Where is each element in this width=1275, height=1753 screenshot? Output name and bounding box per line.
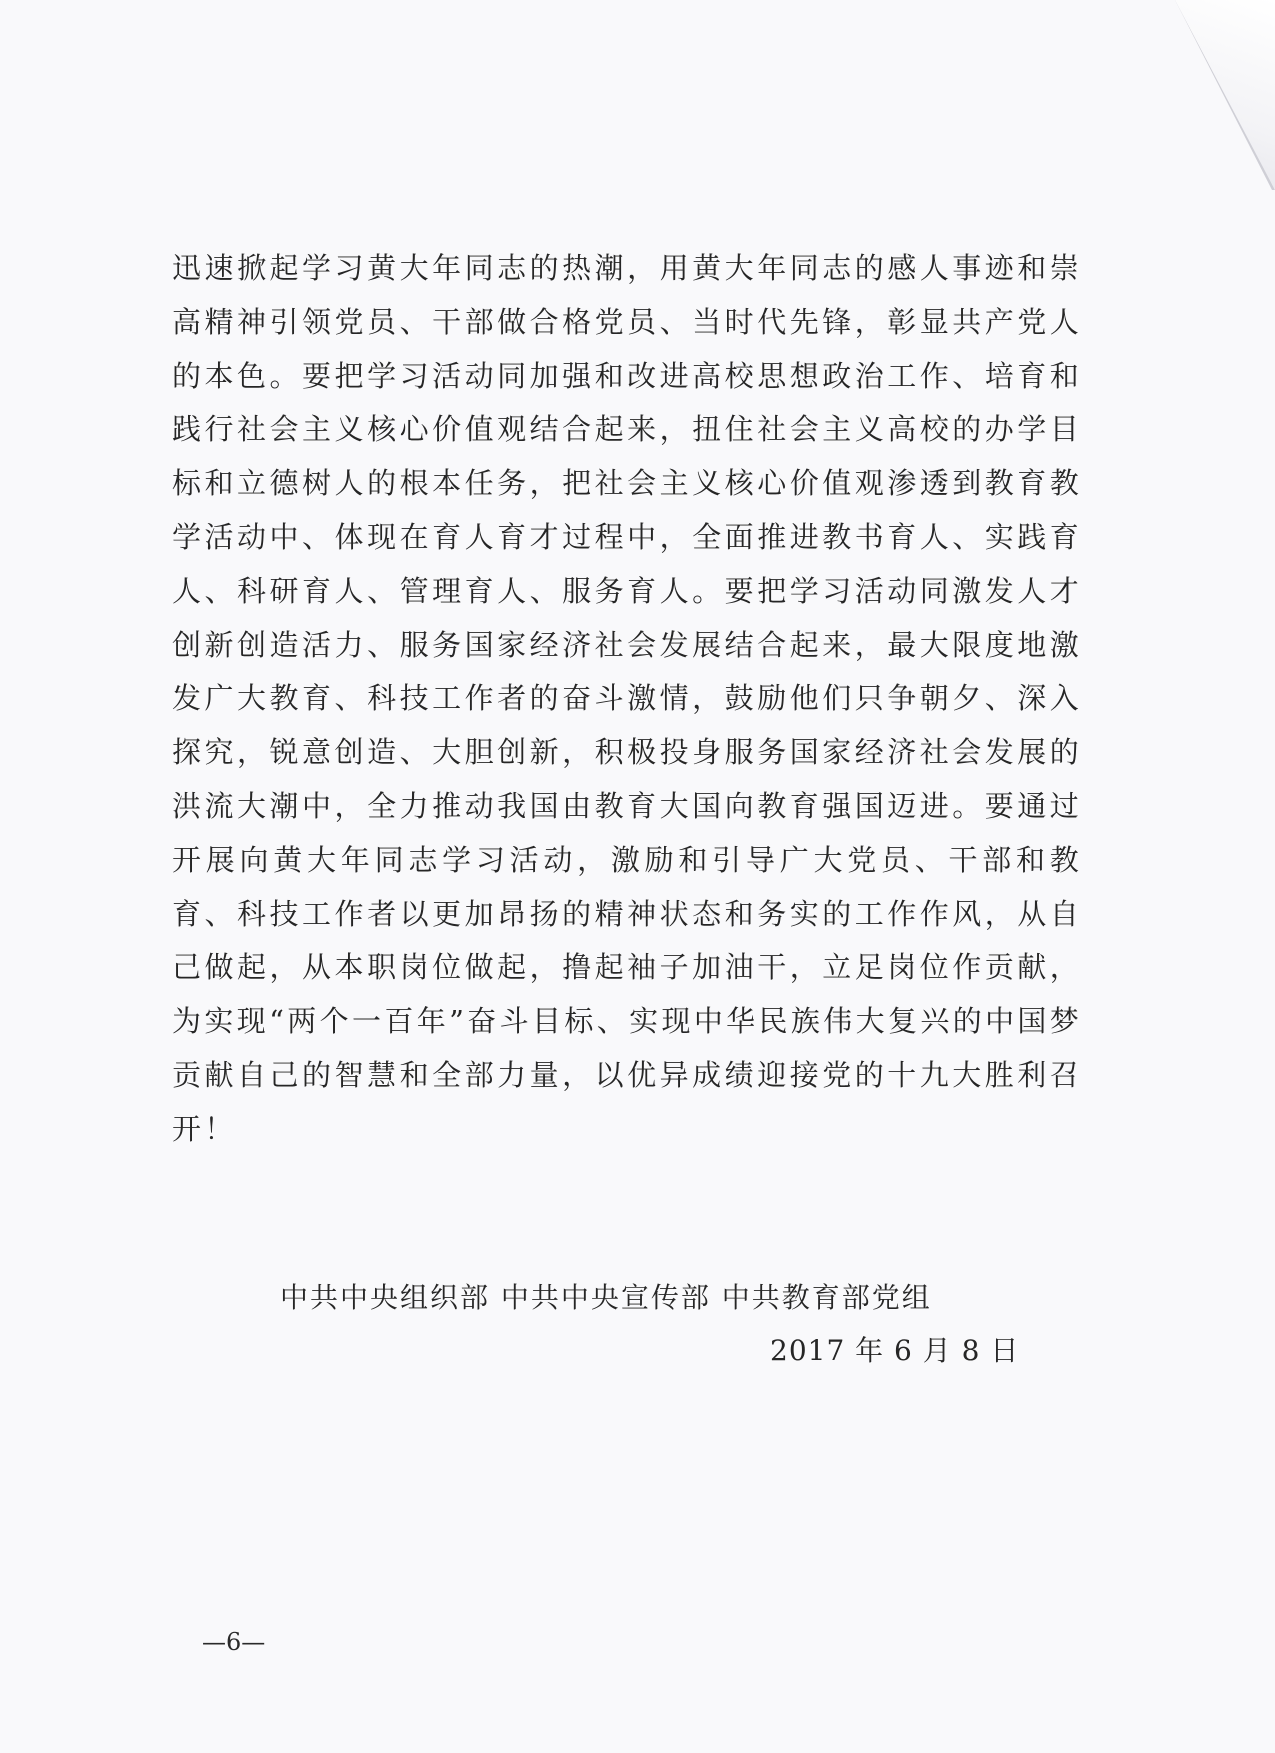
folded-corner [1175, 0, 1275, 190]
issue-date: 2017 年 6 月 8 日 [770, 1334, 1020, 1367]
body-paragraph: 迅速掀起学习黄大年同志的热潮，用黄大年同志的感人事迹和崇高精神引领党员、干部做合格党员、当时代先锋，彰显共产党人的本色。要把学习活动同加强和改进高校思想政治工作、培育和践行社会主义核心价值观结合起来，扭住社会主义高校的办学目标和立德树人的根本任务，把社会主义核心价值观渗透到教育教学活动中、体现在育人育才过程中，全面推进教书育人、实践育人、科研育人、管理育人、服务育人。要把学习活动同激发人才创新创造活力、服务国家经济社会发展结合起来，最大限度地激发广大教育、科技工作者的奋斗激情，鼓励他们只争朝夕、深入探究，锐意创造、大胆创新，积极投身服务国家经济社会发展的洪流大潮中，全力推动我国由教育大国向教育强国迈进。要通过开展向黄大年同志学习活动，激励和引导广大党员、干部和教育、科技工作者以更加昂扬的精神状态和务实的工作作风，从自己做起，从本职岗位做起，撸起袖子加油干，立足岗位作贡献，为实现“两个一百年”奋斗目标、实现中华民族伟大复兴的中国梦贡献自己的智慧和全部力量，以优异成绩迎接党的十九大胜利召开！ [172, 251, 1082, 1146]
page-number: —6— [202, 1628, 266, 1656]
issuing-organizations: 中共中央组织部 中共中央宣传部 中共教育部党组 [280, 1281, 932, 1314]
